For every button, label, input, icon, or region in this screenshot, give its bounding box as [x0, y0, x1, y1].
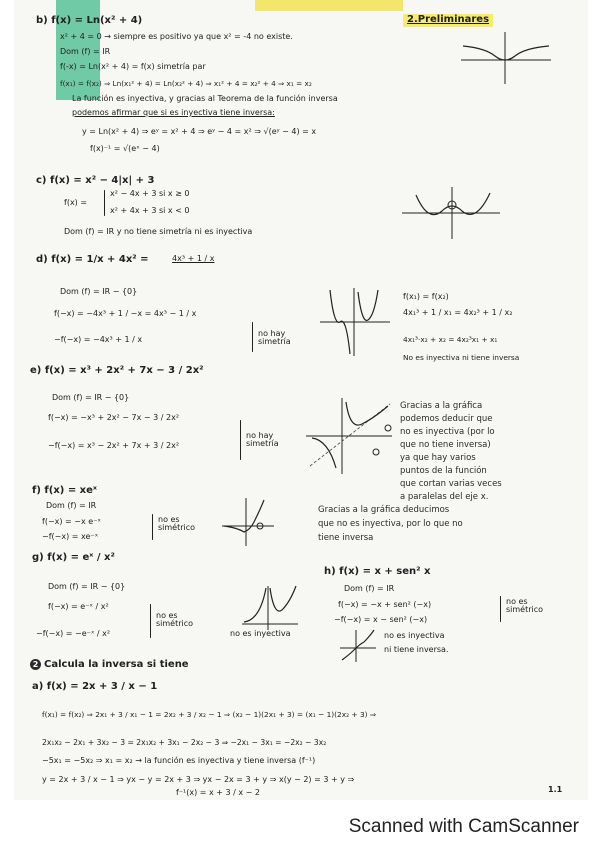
g-note2: no es inyectiva: [230, 629, 291, 638]
h-title: h) f(x) = x + sen² x: [324, 566, 431, 577]
e-side-line: ya que hay varios: [400, 453, 476, 463]
f-line1: Dom (f) = IR: [46, 501, 97, 510]
b-line4: f(x₁) = f(x₂) ⇒ Ln(x₁² + 4) = Ln(x₂² + 4) ⇒ x₁² + 4 = x₂² + 4 ⇒ x₁ = x₂: [60, 79, 312, 88]
c-title: c) f(x) = x² − 4|x| + 3: [36, 175, 155, 186]
f-side-line: tiene inversa: [318, 533, 374, 543]
d-line1: Dom (f) = IR − {0}: [60, 287, 138, 296]
b-line1: x² + 4 = 0 → siempre es positivo ya que x² = -4 no existe.: [60, 32, 293, 41]
e-side-line: que cortan varias veces: [400, 479, 502, 489]
graph-e-sketch: [302, 394, 394, 476]
q2a-line1: f(x₁) = f(x₂) ⇒ 2x₁ + 3 / x₁ − 1 = 2x₂ + 3 / x₂ − 1 ⇒ (x₂ − 1)(2x₁ + 3) = (x₁ − 1)(2x₂ + 3) ⇒: [42, 710, 377, 719]
q2-title: Calcula la inversa si tiene: [44, 659, 189, 670]
graph-g-sketch: [240, 582, 300, 632]
graph-f-sketch: [220, 496, 276, 548]
c-lhs: f(x) =: [64, 198, 88, 207]
h-line1: Dom (f) = IR: [344, 584, 395, 593]
e-line1: Dom (f) = IR − {0}: [52, 393, 130, 402]
e-side-line: que no tiene inversa): [400, 440, 491, 450]
e-title: e) f(x) = x³ + 2x² + 7x − 3 / 2x²: [30, 365, 204, 376]
c-case1: x² − 4x + 3 si x ≥ 0: [110, 189, 190, 198]
c-brace: [104, 190, 105, 216]
c-case2: x² + 4x + 3 si x < 0: [110, 206, 190, 215]
e-brace: [240, 420, 241, 460]
g-brace: [150, 604, 151, 638]
h-line3: −f(−x) = x − sen² (−x): [334, 615, 428, 624]
graph-b-sketch: [455, 28, 555, 86]
q2-heading: [30, 659, 189, 670]
b-line5: La función es inyectiva, y gracias al Teorema de la función inversa: [72, 94, 338, 103]
e-line3: −f(−x) = x³ − 2x² + 7x + 3 / 2x²: [48, 441, 180, 450]
h-note-2: ni tiene inversa.: [384, 645, 449, 654]
yellow-highlight-tab: [255, 0, 403, 11]
graph-c-sketch: [398, 183, 504, 241]
d-note: no hay simetría: [258, 329, 291, 346]
q2-number-badge: 2: [30, 659, 41, 670]
graph-d-sketch: [316, 286, 392, 358]
q2a-line5: f⁻¹(x) = x + 3 / x − 2: [176, 788, 261, 797]
g-line1: Dom (f) = IR − {0}: [48, 582, 126, 591]
b-line3: f(-x) = Ln(x² + 4) = f(x) simetría par: [60, 62, 206, 71]
b-line7: y = Ln(x² + 4) ⇒ eʸ = x² + 4 ⇒ eʸ − 4 = x² ⇒ √(eʸ − 4) = x: [82, 127, 317, 136]
e-line2: f(−x) = −x³ + 2x² − 7x − 3 / 2x²: [48, 413, 180, 422]
e-side-line: no es inyectiva (por lo: [400, 427, 495, 437]
g-title: g) f(x) = eˣ / x²: [32, 552, 115, 563]
d-right3: 4x₁³·x₂ + x₂ = 4x₂³x₁ + x₁: [403, 335, 498, 344]
c-line3: Dom (f) = IR y no tiene simetría ni es inyectiva: [64, 227, 253, 236]
f-side-line: que no es inyectiva, por lo que no: [318, 519, 463, 529]
d-right4: No es inyectiva ni tiene inversa: [403, 353, 520, 362]
d-title-frac: 4x³ + 1 / x: [172, 254, 215, 263]
b-line6: podemos afirmar que si es inyectiva tiene inversa:: [72, 108, 275, 117]
f-brace: [152, 514, 153, 540]
q2a-line2: 2x₁x₂ − 2x₁ + 3x₂ − 3 = 2x₁x₂ + 3x₁ − 2x₂ − 3 ⇒ −2x₁ − 3x₁ = −2x₂ − 3x₂: [42, 738, 327, 747]
h-brace: [500, 596, 501, 622]
d-line2: f(−x) = −4x³ + 1 / −x = 4x³ − 1 / x: [54, 309, 197, 318]
page-number: 1.1: [548, 785, 563, 794]
d-title: d) f(x) = 1/x + 4x² =: [36, 254, 149, 265]
b-title: b) f(x) = Ln(x² + 4): [36, 15, 143, 26]
g-line2: f(−x) = e⁻ˣ / x²: [48, 602, 109, 611]
g-line3: −f(−x) = −e⁻ˣ / x²: [36, 629, 111, 638]
q2a-title: a) f(x) = 2x + 3 / x − 1: [32, 681, 158, 692]
f-title: f) f(x) = xeˣ: [32, 485, 98, 496]
f-line2: f(−x) = −x e⁻ˣ: [42, 517, 101, 526]
d-brace: [252, 322, 253, 352]
f-note: no es simétrico: [158, 515, 196, 532]
e-note: no hay simetría: [246, 431, 279, 448]
b-line8: f(x)⁻¹ = √(eˣ − 4): [90, 144, 160, 153]
g-note: no es simétrico: [156, 611, 194, 628]
d-line3: −f(−x) = −4x³ + 1 / x: [54, 335, 143, 344]
e-side-line: Gracias a la gráfica: [400, 401, 483, 411]
d-right2: 4x₁³ + 1 / x₁ = 4x₂³ + 1 / x₂: [403, 308, 513, 317]
e-side-line: a paralelas del eje x.: [400, 492, 489, 502]
f-line3: −f(−x) = xe⁻ˣ: [42, 532, 99, 541]
camscanner-watermark: Scanned with CamScanner: [348, 816, 579, 837]
e-side-line: puntos de la función: [400, 466, 487, 476]
q2a-line3: −5x₁ = −5x₂ ⇒ x₁ = x₂ → la función es inyectiva y tiene inversa (f⁻¹): [42, 756, 316, 765]
e-side-line: podemos deducir que: [400, 414, 493, 424]
b-line2: Dom (f) = IR: [60, 47, 111, 56]
graph-h-sketch: [338, 628, 378, 664]
h-line2: f(−x) = −x + sen² (−x): [338, 600, 432, 609]
f-side-line: Gracias a la gráfica deducimos: [318, 505, 450, 515]
section-banner: 2.Preliminares: [403, 14, 493, 27]
h-note: no es simétrico: [506, 597, 544, 614]
d-right1: f(x₁) = f(x₂): [403, 292, 449, 301]
q2a-line4: y = 2x + 3 / x − 1 ⇒ yx − y = 2x + 3 ⇒ yx − 2x = 3 + y ⇒ x(y − 2) = 3 + y ⇒: [42, 775, 355, 784]
h-note-1: no es inyectiva: [384, 631, 445, 640]
